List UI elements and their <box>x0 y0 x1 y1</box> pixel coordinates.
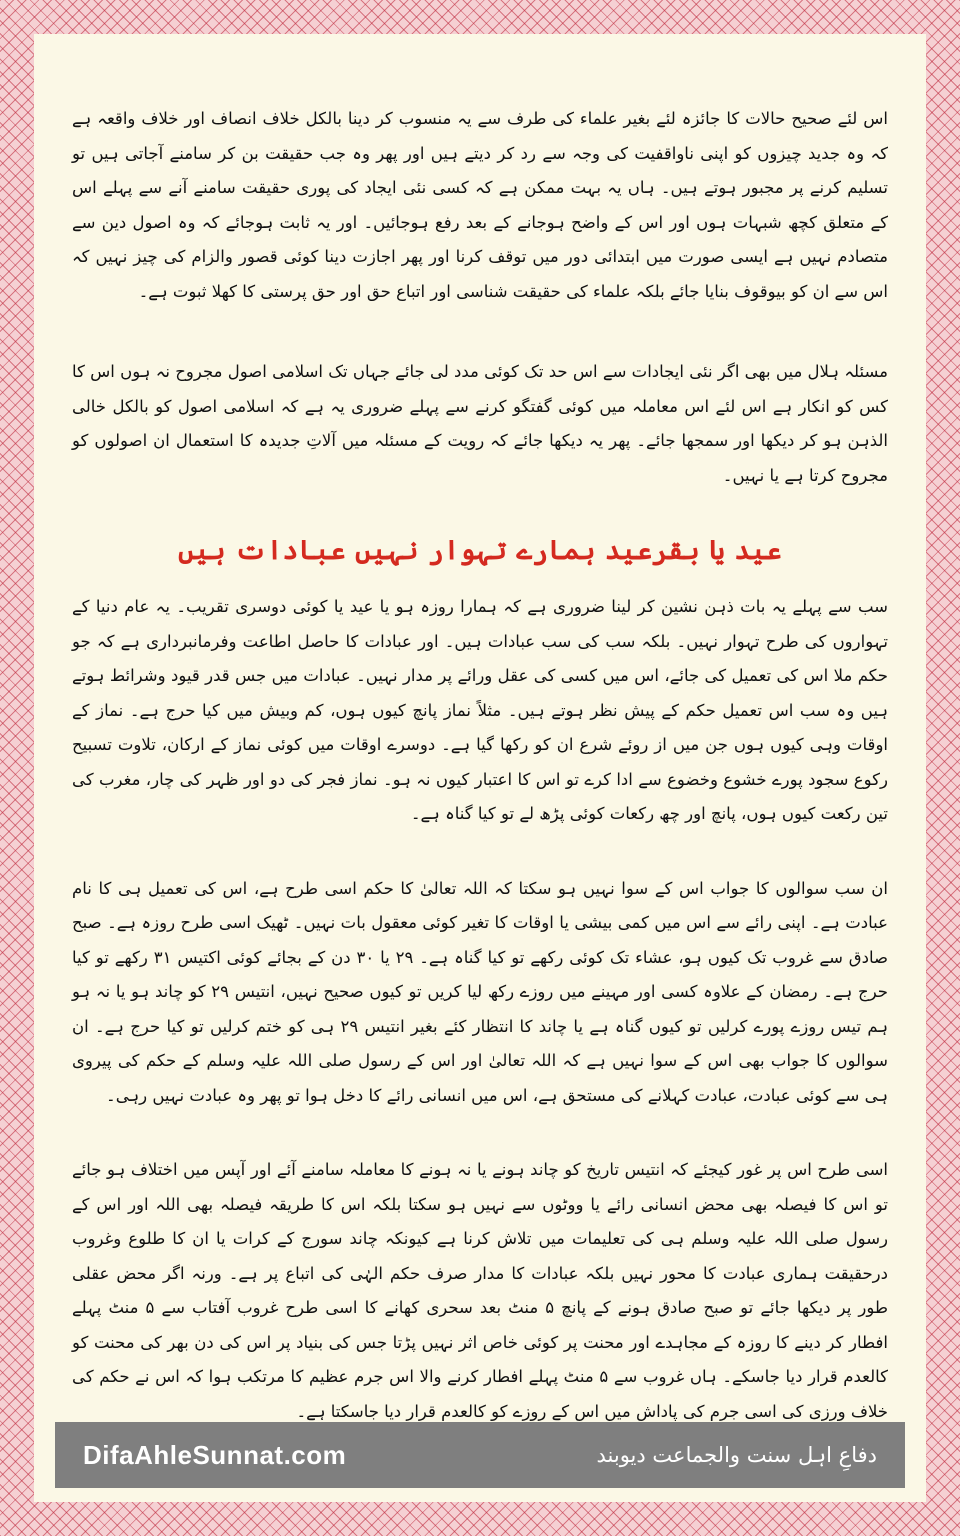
organization-name: دفاعِ اہل سنت والجماعت دیوبند <box>596 1443 877 1467</box>
paragraph-3: سب سے پہلے یہ بات ذہن نشین کر لینا ضروری ہے کہ ہمارا روزہ ہو یا عید یا کوئی دوسری تقریب۔ یہ عام دنیا کے تہواروں کی طرح تہوار نہیں۔ بلکہ سب کی سب عبادات ہیں۔ اور عبادات کا حاصل اطاعت وفرمانبرداری ہے کہ جو حکم ملا اس کی تعمیل کی جائے، اس میں کسی کی عقل ورائے پر مدار نہیں۔ عبادات میں جس قدر قیود وشرائط ہوتے ہیں وہ سب اس تعمیل حکم کے پیش نظر ہوتے ہیں۔ مثلاً نماز پانچ کیوں ہوں، کم وبیش میں کیا حرج ہے۔ نماز کے اوقات وہی کیوں ہوں جن میں از روئے شرع ان کو رکھا گیا ہے۔ دوسرے اوقات میں کوئی نماز کے ارکان، تلاوت تسبیح رکوع سجود پورے خشوع وخضوع سے ادا کرے تو اس کا اعتبار کیوں نہ ہو۔ نماز فجر کی دو اور ظہر کی چار، مغرب کی تین رکعت کیوں ہوں، پانچ اور چھ رکعات کوئی پڑھ لے تو کیا گناہ ہے۔ <box>72 597 888 823</box>
page-content <box>34 34 926 1502</box>
paragraph-4: ان سب سوالوں کا جواب اس کے سوا نہیں ہو سکتا کہ اللہ تعالیٰ کا حکم اسی طرح ہے، اس کی تعمیل ہی کا نام عبادت ہے۔ اپنی رائے سے اس میں کمی بیشی یا اوقات کا تغیر کوئی معقول بات نہیں۔ ٹھیک اسی طرح روزہ ہے۔ صبح صادق سے غروب تک کیوں ہو، عشاء تک کوئی رکھے تو کیا گناہ ہے۔ ۲۹ یا ۳۰ دن کے بجائے کوئی اکتیس ۳۱ رکھے تو کیا حرج ہے۔ رمضان کے علاوہ کسی اور مہینے میں روزے رکھ لیا کریں تو کیوں صحیح نہیں، انتیس ۲۹ کو چاند ہو یا نہ ہو ہم تیس روزے پورے کرلیں تو کیوں گناہ ہے یا چاند کا انتظار کئے بغیر انتیس ۲۹ ہی کو ختم کرلیں تو کیا حرج ہے۔ ان سوالوں کا جواب بھی اس کے سوا نہیں ہے کہ اللہ تعالیٰ اور اس کے رسول صلی اللہ علیہ وسلم کے حکم کی پیروی ہی سے کوئی عبادت، عبادت کہلانے کی مستحق ہے، اس میں انسانی رائے کا دخل ہوا تو پھر وہ عبادت نہیں رہی۔ <box>72 878 888 1105</box>
paragraph-2: مسئلہ ہلال میں بھی اگر نئی ایجادات سے اس حد تک کوئی مدد لی جائے جہاں تک اسلامی اصول مجروح نہ ہوں اس کا کس کو انکار ہے اس لئے اس معاملہ میں کوئی گفتگو کرنے سے پہلے ضروری یہ ہے کہ اسلامی اصول کو بالکل خالی الذہن ہو کر دیکھا اور سمجھا جائے۔ پھر یہ دیکھا جائے کہ رویت کے مسئلہ میں آلاتِ جدیدہ کا استعمال ان اصولوں کو مجروح کرتا ہے یا نہیں۔ <box>72 362 888 485</box>
website-link[interactable]: DifaAhleSunnat.com <box>83 1439 347 1470</box>
footer-bar <box>55 1422 905 1488</box>
paragraph-1: اس لئے صحیح حالات کا جائزہ لئے بغیر علماء کی طرف سے یہ منسوب کر دینا بالکل خلاف انصاف اور خلاف واقعہ ہے کہ وہ جدید چیزوں کو اپنی ناواقفیت کی وجہ سے رد کر دیتے ہیں اور پھر وہ جب حقیقت بن کر سامنے آجاتی ہیں تو تسلیم کرنے پر مجبور ہوتے ہیں۔ ہاں یہ بہت ممکن ہے کہ کسی نئی ایجاد کی پوری حقیقت سامنے آنے سے پہلے اس کے متعلق کچھ شبہات ہوں اور اس کے واضح ہوجانے کے بعد رفع ہوجائیں۔ اور یہ ثابت ہوجائے کہ وہ اصول دین سے متصادم نہیں ہے ایسی صورت میں ابتدائی دور میں توقف کرنا اور پھر اجازت دینا کوئی قصور والزام کی چیز نہیں کہ اس سے ان کو بیوقوف بنایا جائے بلکہ علماء کی حقیقت شناسی اور اتباع حق اور حق پرستی کا کھلا ثبوت ہے۔ <box>72 109 888 301</box>
section-heading: عید یا بقرعید ہمارے تہوار نہیں عبادات ہیں <box>178 535 782 566</box>
paragraph-5: اسی طرح اس پر غور کیجئے کہ انتیس تاریخ کو چاند ہونے یا نہ ہونے کا معاملہ سامنے آئے اور آپس میں اختلاف ہو جائے تو اس کا فیصلہ بھی محض انسانی رائے یا ووٹوں سے نہیں ہو سکتا بلکہ اس کا طریقہ فیصلہ بھی اللہ اور اس کے رسول صلی اللہ علیہ وسلم ہی کی تعلیمات میں تلاش کرنا ہے کیونکہ چاند سورج کے کرات یا ان کا طلوع وغروب درحقیقت ہماری عبادت کا محور نہیں بلکہ عبادات کا مدار صرف حکم الہٰی کی اتباع پر ہے۔ ورنہ اگر محض عقلی طور پر دیکھا جائے تو صبح صادق ہونے کے پانچ ۵ منٹ بعد سحری کھانے کا اسی طرح غروب آفتاب سے ۵ منٹ پہلے افطار کر دینے کا روزہ کے مجاہدے اور محنت پر کوئی خاص اثر نہیں پڑتا جس کی بنیاد پر اس کی دن بھر کی محنت کو کالعدم قرار دیا جاسکے۔ ہاں غروب سے ۵ منٹ پہلے افطار کرنے والا اس جرم عظیم کا مرتکب ہوا کہ اس نے حکم کی خلاف ورزی کی اسی جرم کی پاداش میں اس کے روزے کو کالعدم قرار دیا جاسکتا ہے۔ <box>72 1160 889 1421</box>
